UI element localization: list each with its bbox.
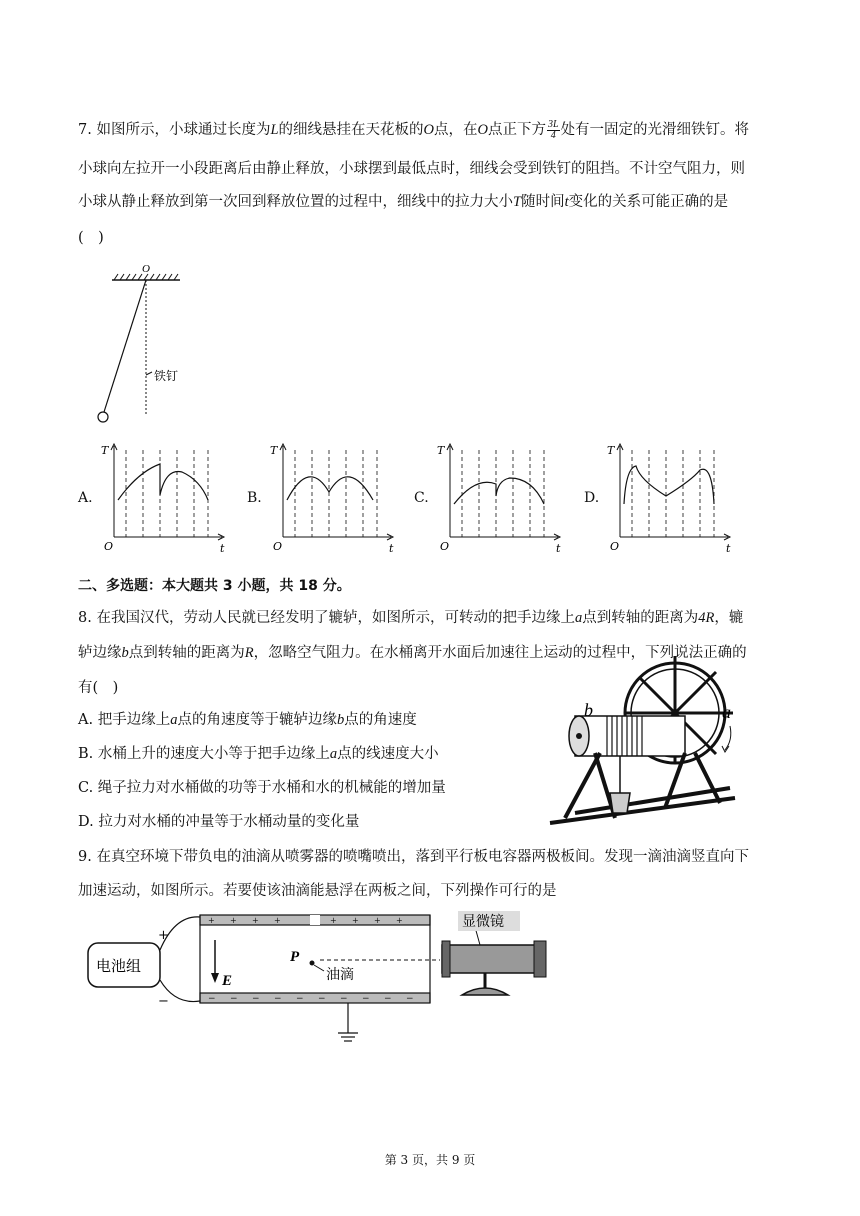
var-a: a: [329, 746, 338, 762]
axis-y-label: T: [607, 444, 615, 457]
svg-text:−: −: [340, 994, 348, 1004]
q8-text: 8. 在我国汉代，劳动人民就已经发明了辘轳，如图所示，可转动的把手边缘上: [78, 610, 575, 626]
q7-text: 变化的关系可能正确的是: [568, 194, 729, 210]
label-a: a: [722, 702, 731, 722]
label-b: b: [584, 700, 593, 720]
origin-label: O: [273, 540, 283, 553]
q8-text: 点的线速度大小: [337, 746, 439, 762]
svg-text:+: +: [230, 916, 237, 925]
q8-text: 点到转轴的距离为: [582, 610, 699, 626]
curve: [454, 478, 544, 504]
nail-label: 铁钉: [154, 369, 179, 383]
var-L: L: [270, 122, 279, 138]
axis-x-label: t: [556, 542, 561, 555]
q7-line3: [78, 190, 728, 211]
svg-text:+: +: [396, 916, 403, 925]
svg-text:+: +: [330, 916, 337, 925]
rotation-arrow: [725, 726, 731, 750]
q8-text: 点的角速度等于辘轳边缘: [177, 712, 337, 728]
section-heading: 二、多选题：本大题共 3 小题，共 18 分。: [78, 578, 351, 594]
q7-line2: 小球向左拉开一小段距离后由静止释放，小球摆到最低点时，细线会受到铁钉的阻挡。不计空气阻力，则: [78, 161, 745, 177]
plate-hole: [310, 915, 320, 925]
page-footer: 第 3 页，共 9 页: [384, 1153, 476, 1167]
svg-text:+: +: [252, 916, 259, 925]
fig-label-O: O: [142, 263, 150, 275]
curve: [287, 477, 373, 500]
q8-text: 点到转轴的距离为: [128, 645, 245, 661]
q9-line2: 加速运动，如图所示。若要使该油滴能悬浮在两板之间，下列操作可行的是: [78, 883, 557, 899]
var-b: b: [121, 645, 129, 661]
svg-text:+: +: [374, 916, 381, 925]
q8-option-d[interactable]: D. 拉力对水桶的冲量等于水桶动量的变化量: [78, 814, 360, 830]
nail-pointer: [146, 372, 152, 375]
frac-den: 4: [550, 129, 556, 141]
q7-text: 7. 如图所示，小球通过长度为: [78, 122, 271, 138]
ground-symbol: [338, 1033, 358, 1041]
option-d-label[interactable]: D.: [584, 490, 600, 506]
q7-text: 的细线悬挂在天花板的: [278, 122, 424, 138]
axis-x-label: t: [389, 542, 394, 555]
q7-line1: [78, 118, 749, 141]
option-a-graph[interactable]: [96, 440, 226, 555]
fraction-3L-4: [547, 120, 560, 141]
option-c-label[interactable]: C.: [414, 490, 429, 506]
frame: [550, 753, 735, 823]
q8-option-b[interactable]: [78, 742, 439, 763]
q7-text: 随时间: [521, 194, 565, 210]
axis-y-label: T: [101, 444, 109, 457]
q7-text: 点，在: [434, 122, 478, 138]
frac-num: 3L: [548, 118, 559, 130]
bucket: [610, 793, 630, 813]
svg-text:−: −: [406, 994, 414, 1004]
q8-line3: 有( ): [78, 680, 119, 696]
svg-text:+: +: [208, 916, 215, 925]
option-b-label[interactable]: B.: [247, 490, 262, 506]
oil-drop: [310, 961, 315, 966]
q8-option-a[interactable]: [78, 708, 417, 729]
var-t: t: [564, 194, 569, 210]
q9-line1: 9. 在真空环境下带负电的油滴从喷雾器的喷嘴喷出，落到平行板电容器两极板间。发现一滴油滴竖直向下: [78, 849, 749, 865]
svg-text:−: −: [230, 994, 238, 1004]
ball: [98, 412, 108, 422]
svg-text:−: −: [318, 994, 326, 1004]
var-b: b: [336, 712, 345, 728]
q8-text: ，辘: [714, 610, 744, 626]
pendulum-figure: [100, 260, 220, 430]
q8-text: 轳边缘: [78, 645, 122, 661]
microscope-base: [462, 988, 508, 995]
q7-answer-paren: ( ): [78, 230, 104, 246]
q7-text: 处有一固定的光滑细铁钉。将: [560, 122, 750, 138]
capacitor-figure: [80, 905, 560, 1065]
var-4R: 4R: [698, 610, 715, 626]
svg-text:−: −: [296, 994, 304, 1004]
label-P: P: [290, 949, 300, 965]
var-O: O: [423, 122, 435, 138]
origin-label: O: [104, 540, 114, 553]
label-E: E: [222, 973, 233, 989]
axis-y-label: T: [437, 444, 445, 457]
q8-option-c[interactable]: C. 绳子拉力对水桶做的功等于水桶和水的机械能的增加量: [78, 780, 446, 796]
q8-text: A. 把手边缘上: [78, 712, 171, 728]
curve: [118, 464, 208, 500]
minus-sign: −: [158, 994, 169, 1009]
q8-text: B. 水桶上升的速度大小等于把手边缘上: [78, 746, 330, 762]
q8-line1: [78, 606, 743, 627]
plus-sign: +: [158, 928, 169, 943]
svg-text:+: +: [352, 916, 359, 925]
svg-text:−: −: [208, 994, 216, 1004]
axis-y-label: T: [270, 444, 278, 457]
var-a: a: [574, 610, 583, 626]
axis-x-label: t: [726, 542, 731, 555]
svg-text:−: −: [274, 994, 282, 1004]
q7-text: 点正下方: [488, 122, 546, 138]
var-R: R: [244, 645, 254, 661]
var-a: a: [170, 712, 178, 728]
q7-text: 小球从静止释放到第一次回到释放位置的过程中，细线中的拉力大小: [78, 194, 513, 210]
svg-text:+: +: [274, 916, 281, 925]
microscope-label: 显微镜: [462, 914, 504, 930]
windlass-figure: [545, 658, 745, 833]
option-d-graph[interactable]: [602, 440, 732, 555]
svg-text:−: −: [252, 994, 260, 1004]
string: [104, 280, 146, 412]
axis-x-label: t: [220, 542, 225, 555]
option-b-graph[interactable]: [265, 440, 395, 555]
microscope-tube: [442, 945, 542, 973]
option-a-label[interactable]: A.: [78, 490, 93, 506]
origin-label: O: [610, 540, 620, 553]
drum: [575, 716, 685, 756]
q8-text: 点的角速度: [344, 712, 417, 728]
q8-text: ，忽略空气阻力。在水桶离开水面后加速往上运动的过程中，下列说法正确的: [253, 645, 747, 661]
drop-label: 油滴: [326, 967, 354, 983]
svg-text:−: −: [384, 994, 392, 1004]
option-c-graph[interactable]: [432, 440, 562, 555]
origin-label: O: [440, 540, 450, 553]
svg-text:−: −: [362, 994, 370, 1004]
var-O: O: [477, 122, 488, 138]
battery-label: 电池组: [96, 957, 142, 975]
curve: [624, 466, 714, 504]
var-T: T: [513, 194, 522, 210]
